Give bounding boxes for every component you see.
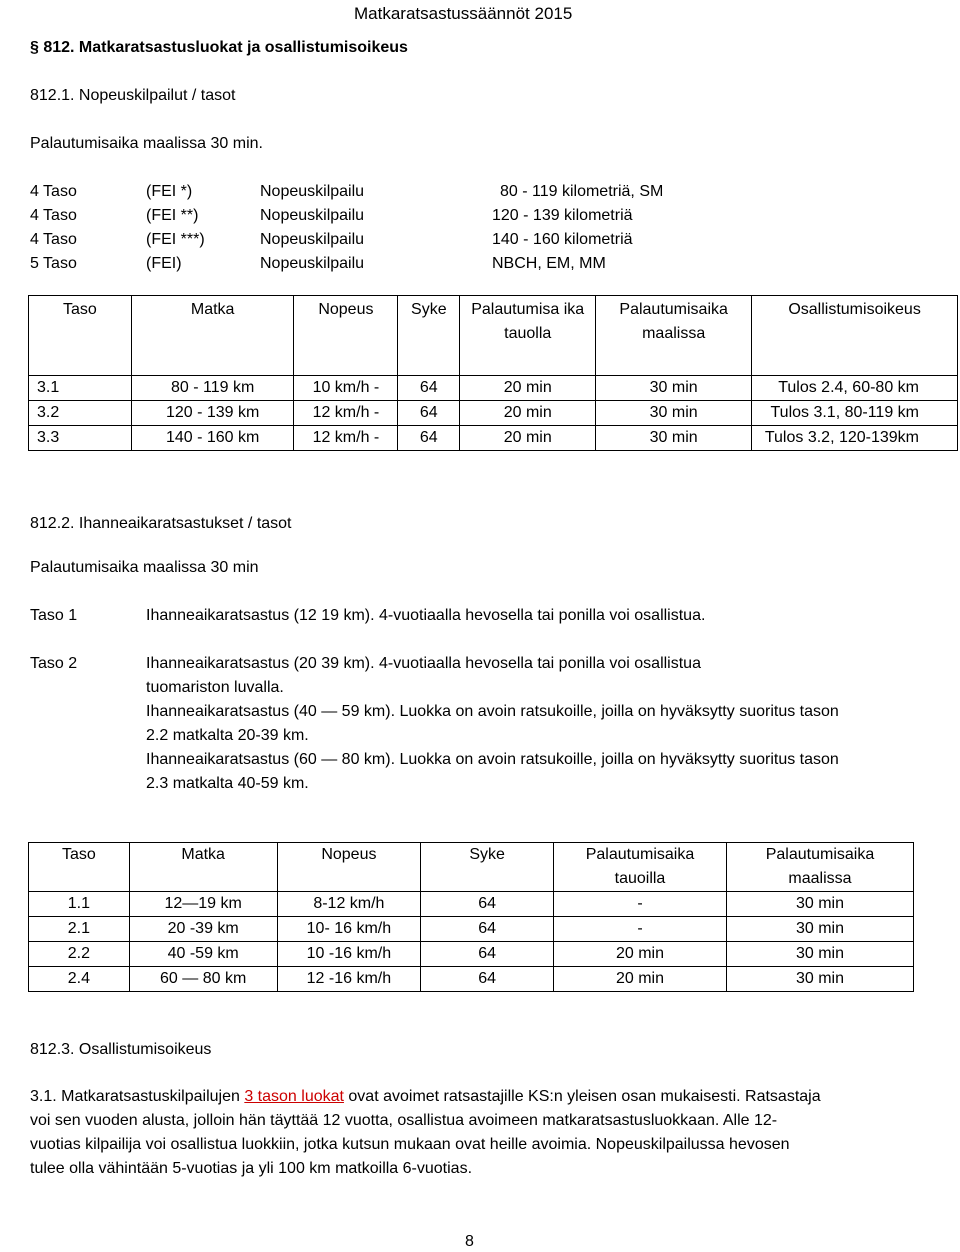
- participation-paragraph-line: vuotias kilpailija voi osallistua luokkiin, jotka kutsun mukaan ovat heille avoimia. Nopeuskilpailussa hevosen: [30, 1136, 790, 1153]
- table-cell: 1.1: [29, 892, 130, 917]
- table-header-cell: Matka: [131, 296, 294, 376]
- table-cell: 10- 16 km/h: [277, 917, 421, 942]
- table-cell: 30 min: [596, 376, 752, 401]
- table-cell: -: [554, 917, 727, 942]
- level-3-classes-link[interactable]: 3 tason luokat: [244, 1088, 344, 1105]
- recovery-note-2: Palautumisaika maalissa 30 min: [30, 559, 259, 576]
- table-cell: 20 min: [554, 967, 727, 992]
- table-row: [29, 942, 914, 967]
- table-row: [29, 426, 958, 451]
- level-taso: 5 Taso: [30, 255, 77, 272]
- table-cell: 20 min: [460, 401, 596, 426]
- paragraph-text: ovat avoimet ratsastajille KS:n yleisen osan mukaisesti. Ratsastaja: [343, 1088, 821, 1105]
- table-cell: 12 -16 km/h: [277, 967, 421, 992]
- table-row: [29, 401, 958, 426]
- level-distance: 80 - 119 kilometriä, SM: [500, 183, 664, 200]
- speed-race-table: [28, 295, 958, 451]
- table-cell: 64: [421, 967, 554, 992]
- table-cell: 60 — 80 km: [129, 967, 277, 992]
- level-distance: NBCH, EM, MM: [492, 255, 606, 272]
- table-cell: 30 min: [726, 967, 913, 992]
- paragraph-text: 3.1. Matkaratsastuskilpailujen: [30, 1088, 245, 1105]
- table-header-cell: Matka: [129, 843, 277, 892]
- table-header-cell: Osallistumisoikeus: [752, 296, 958, 376]
- taso1-label: Taso 1: [30, 607, 78, 624]
- table-cell: 2.1: [29, 917, 130, 942]
- taso2-line: Ihanneaikaratsastus (60 — 80 km). Luokka on avoin ratsukoille, joilla on hyväksytty suoritus tason: [146, 751, 839, 768]
- table-cell: 20 min: [460, 426, 596, 451]
- table-cell: 8-12 km/h: [277, 892, 421, 917]
- taso2-line: Ihanneaikaratsastus (40 — 59 km). Luokka on avoin ratsukoille, joilla on hyväksytty suoritus tason: [146, 703, 839, 720]
- table-cell: 2.2: [29, 942, 130, 967]
- table-header-cell: Palautumisa ika tauolla: [460, 296, 596, 376]
- table-cell: 12—19 km: [129, 892, 277, 917]
- level-distance: 120 - 139 kilometriä: [492, 207, 633, 224]
- recovery-note-1: Palautumisaika maalissa 30 min.: [30, 135, 263, 152]
- table-header-cell: Nopeus: [277, 843, 421, 892]
- ideal-time-table: [28, 842, 914, 992]
- level-distance: 140 - 160 kilometriä: [492, 231, 633, 248]
- table-cell: Tulos 3.1, 80-119 km: [752, 401, 958, 426]
- table-header-row: [29, 296, 958, 376]
- table-cell: 40 -59 km: [129, 942, 277, 967]
- table-cell: 3.1: [29, 376, 132, 401]
- table-header-row: [29, 843, 914, 892]
- table-cell: 30 min: [596, 426, 752, 451]
- level-fei: (FEI): [146, 255, 182, 272]
- table-cell: 20 -39 km: [129, 917, 277, 942]
- table-header-cell: Nopeus: [294, 296, 398, 376]
- level-taso: 4 Taso: [30, 207, 77, 224]
- table-cell: 140 - 160 km: [131, 426, 294, 451]
- taso2-line: Ihanneaikaratsastus (20 39 km). 4-vuotiaalla hevosella tai ponilla voi osallistua: [146, 655, 701, 672]
- level-type: Nopeuskilpailu: [260, 207, 365, 224]
- table-cell: 64: [398, 401, 460, 426]
- participation-paragraph-line: tulee olla vähintään 5-vuotias ja yli 100 km matkoilla 6-vuotias.: [30, 1160, 473, 1177]
- table-row: [29, 917, 914, 942]
- table-cell: 12 km/h -: [294, 401, 398, 426]
- table-cell: 64: [398, 426, 460, 451]
- table-header-cell: Palautumisaika maalissa: [726, 843, 913, 892]
- table-cell: 3.3: [29, 426, 132, 451]
- level-type: Nopeuskilpailu: [260, 183, 365, 200]
- level-type: Nopeuskilpailu: [260, 231, 365, 248]
- taso2-label: Taso 2: [30, 655, 78, 672]
- table-header-cell: Palautumisaika maalissa: [596, 296, 752, 376]
- table-cell: 20 min: [554, 942, 727, 967]
- level-fei: (FEI **): [146, 207, 199, 224]
- taso2-line: 2.3 matkalta 40-59 km.: [146, 775, 309, 792]
- table-cell: 30 min: [726, 892, 913, 917]
- participation-paragraph-line: voi sen vuoden alusta, jolloin hän täyttää 12 vuotta, osallistua avoimeen matkaratsastusluokkaan. Alle 12-: [30, 1112, 778, 1129]
- taso2-line: 2.2 matkalta 20-39 km.: [146, 727, 309, 744]
- table-cell: 64: [398, 376, 460, 401]
- subsection-title-812-1: 812.1. Nopeuskilpailut / tasot: [30, 87, 236, 104]
- level-taso: 4 Taso: [30, 231, 77, 248]
- table-header-cell: Taso: [29, 296, 132, 376]
- table-cell: 80 - 119 km: [131, 376, 294, 401]
- table-cell: 30 min: [726, 942, 913, 967]
- table-cell: Tulos 2.4, 60-80 km: [752, 376, 958, 401]
- table-row: [29, 967, 914, 992]
- table-header-cell: Palautumisaika tauoilla: [554, 843, 727, 892]
- table-cell: 12 km/h -: [294, 426, 398, 451]
- taso1-text: Ihanneaikaratsastus (12 19 km). 4-vuotiaalla hevosella tai ponilla voi osallistua.: [146, 607, 706, 624]
- table-cell: -: [554, 892, 727, 917]
- document-header: Matkaratsastussäännöt 2015: [354, 4, 573, 23]
- table-cell: 3.2: [29, 401, 132, 426]
- table-cell: 30 min: [726, 917, 913, 942]
- level-taso: 4 Taso: [30, 183, 77, 200]
- table-cell: 2.4: [29, 967, 130, 992]
- level-type: Nopeuskilpailu: [260, 255, 365, 272]
- table-row: [29, 376, 958, 401]
- table-cell: 20 min: [460, 376, 596, 401]
- table-row: [29, 892, 914, 917]
- table-header-cell: Syke: [421, 843, 554, 892]
- subsection-title-812-2: 812.2. Ihanneaikaratsastukset / tasot: [30, 515, 292, 532]
- participation-paragraph-line1: [30, 1087, 821, 1107]
- level-fei: (FEI *): [146, 183, 193, 200]
- table-cell: 30 min: [596, 401, 752, 426]
- table-cell: 120 - 139 km: [131, 401, 294, 426]
- section-title: § 812. Matkaratsastusluokat ja osallistumisoikeus: [30, 39, 408, 56]
- table-cell: 64: [421, 917, 554, 942]
- table-cell: Tulos 3.2, 120-139km: [752, 426, 958, 451]
- table-cell: 64: [421, 942, 554, 967]
- table-cell: 10 km/h -: [294, 376, 398, 401]
- page-number: 8: [465, 1233, 474, 1250]
- table-cell: 10 -16 km/h: [277, 942, 421, 967]
- table-header-cell: Syke: [398, 296, 460, 376]
- table-header-cell: Taso: [29, 843, 130, 892]
- level-fei: (FEI ***): [146, 231, 205, 248]
- table-cell: 64: [421, 892, 554, 917]
- subsection-title-812-3: 812.3. Osallistumisoikeus: [30, 1041, 212, 1058]
- taso2-line: tuomariston luvalla.: [146, 679, 284, 696]
